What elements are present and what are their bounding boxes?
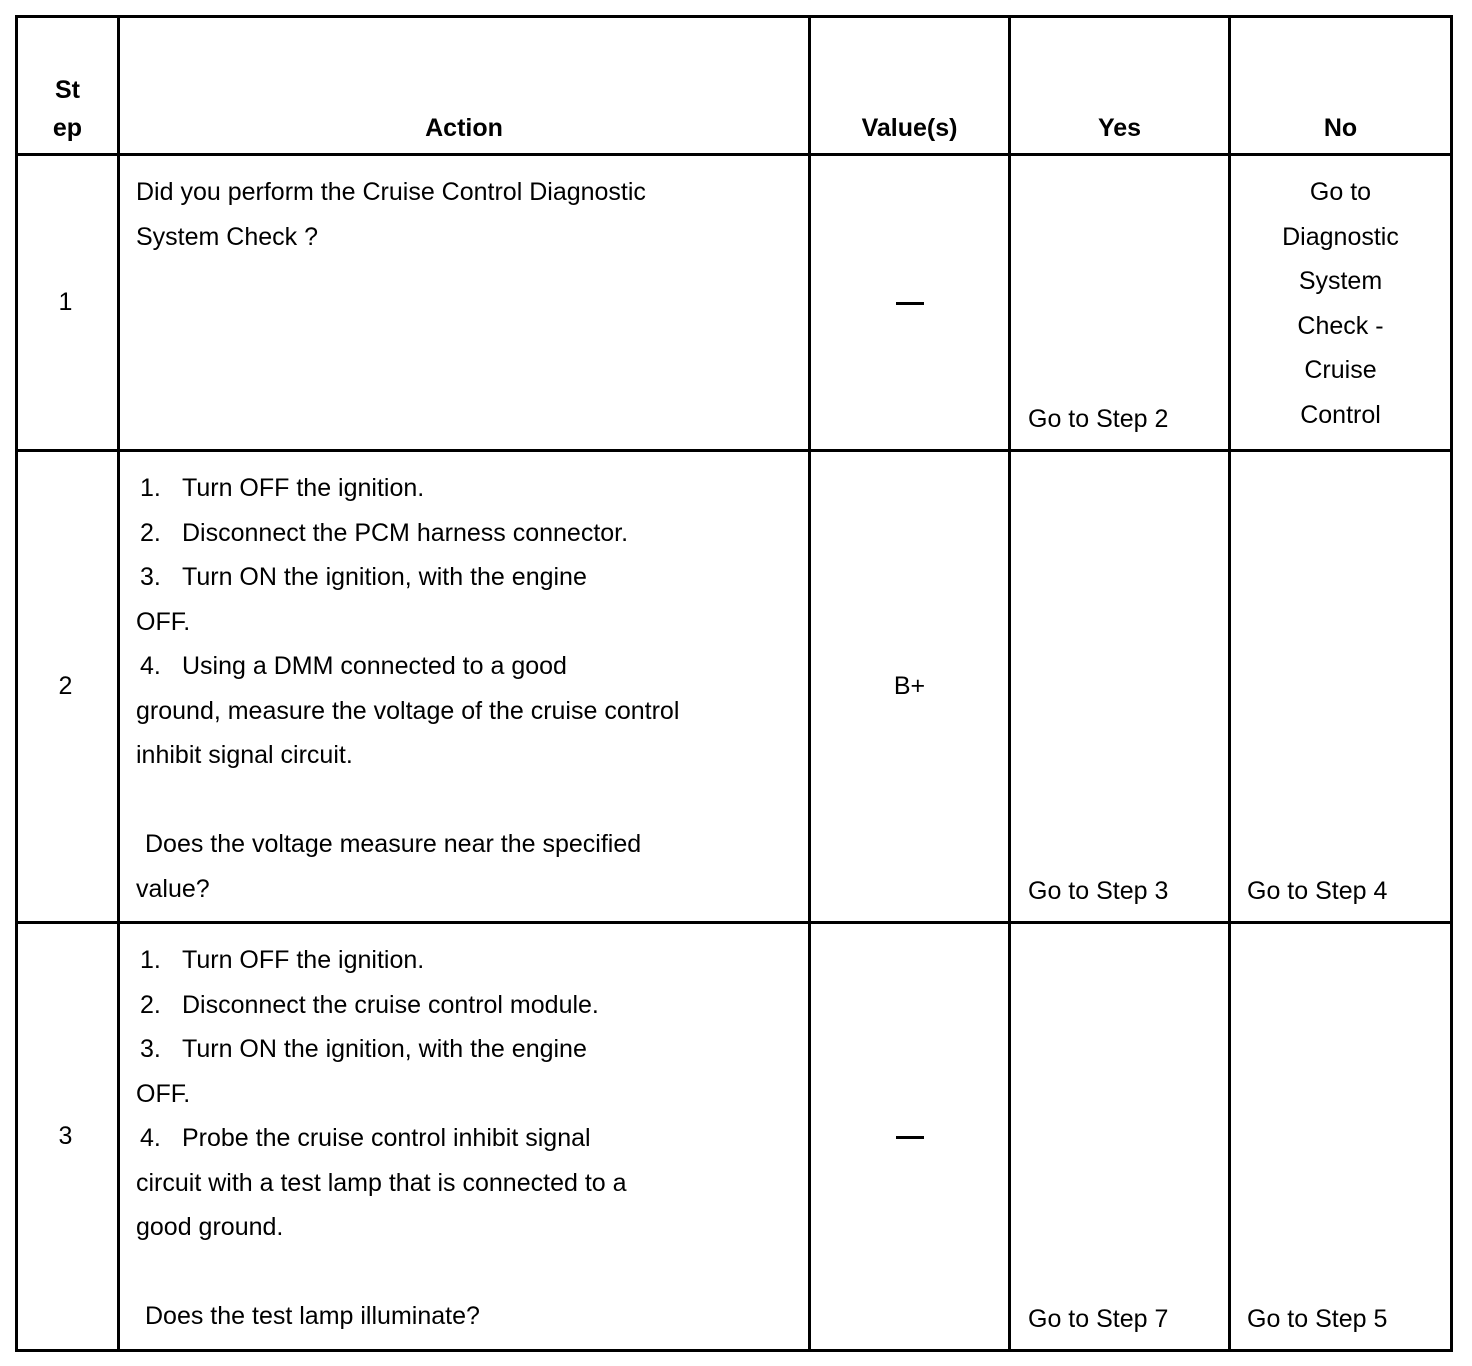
table-row — [17, 451, 1452, 923]
step-number: 2 — [17, 451, 119, 923]
yes-cell: Go to Step 2 — [1010, 155, 1230, 451]
question-text: Does the test lamp illuminate? — [145, 1302, 480, 1330]
no-text: Check - — [1297, 311, 1384, 340]
value-cell — [810, 155, 1010, 451]
em-dash-value — [896, 302, 924, 305]
header-step — [17, 17, 119, 155]
header-action: Action — [119, 17, 810, 155]
header-step-line-2: ep — [52, 114, 83, 142]
no-text: Cruise — [1304, 356, 1377, 384]
list-item-continuation: inhibit signal circuit. — [136, 741, 353, 769]
list-item: 2. Disconnect the cruise control module. — [140, 990, 599, 1019]
no-text: Diagnostic — [1282, 222, 1399, 251]
yes-cell: Go to Step 3 — [1010, 451, 1230, 923]
list-item-continuation: OFF. — [136, 607, 191, 636]
list-item-continuation: ground, measure the voltage of the cruise control — [136, 696, 680, 725]
step-number: 3 — [17, 923, 119, 1351]
list-item: 3. Turn ON the ignition, with the engine — [140, 1035, 587, 1063]
list-item: 1. Turn OFF the ignition. — [140, 474, 425, 502]
no-cell — [1230, 155, 1452, 451]
no-text: System — [1298, 267, 1383, 295]
no-text: Control — [1300, 400, 1381, 429]
em-dash-value — [896, 1136, 924, 1139]
no-text: Go to — [1309, 178, 1372, 206]
list-item: 4. Probe the cruise control inhibit signal — [140, 1124, 591, 1152]
header-yes: Yes — [1010, 17, 1230, 155]
list-item-continuation: circuit with a test lamp that is connected to a — [136, 1168, 627, 1197]
header-step-line-1: St — [55, 76, 80, 104]
list-item-continuation: good ground. — [136, 1213, 284, 1241]
table-row — [17, 923, 1452, 1351]
question-text: value? — [136, 874, 210, 903]
header-row — [17, 17, 1452, 155]
list-item: 2. Disconnect the PCM harness connector. — [140, 518, 629, 547]
list-item: 4. Using a DMM connected to a good — [140, 652, 567, 680]
table-row — [17, 155, 1452, 451]
action-cell — [119, 155, 810, 451]
action-cell — [119, 451, 810, 923]
action-cell — [119, 923, 810, 1351]
diagnostic-table — [15, 15, 1453, 1352]
header-no: No — [1230, 17, 1452, 155]
question-text: Does the voltage measure near the specified — [145, 830, 642, 858]
step-number: 1 — [17, 155, 119, 451]
value-cell — [810, 923, 1010, 1351]
value-cell: B+ — [810, 451, 1010, 923]
no-cell: Go to Step 4 — [1230, 451, 1452, 923]
list-item-continuation: OFF. — [136, 1079, 191, 1108]
list-item: 3. Turn ON the ignition, with the engine — [140, 563, 587, 591]
action-text: Did you perform the Cruise Control Diagnostic — [136, 178, 646, 206]
list-item: 1. Turn OFF the ignition. — [140, 946, 425, 974]
no-cell: Go to Step 5 — [1230, 923, 1452, 1351]
yes-cell: Go to Step 7 — [1010, 923, 1230, 1351]
action-text: System Check ? — [136, 222, 319, 251]
header-values: Value(s) — [810, 17, 1010, 155]
